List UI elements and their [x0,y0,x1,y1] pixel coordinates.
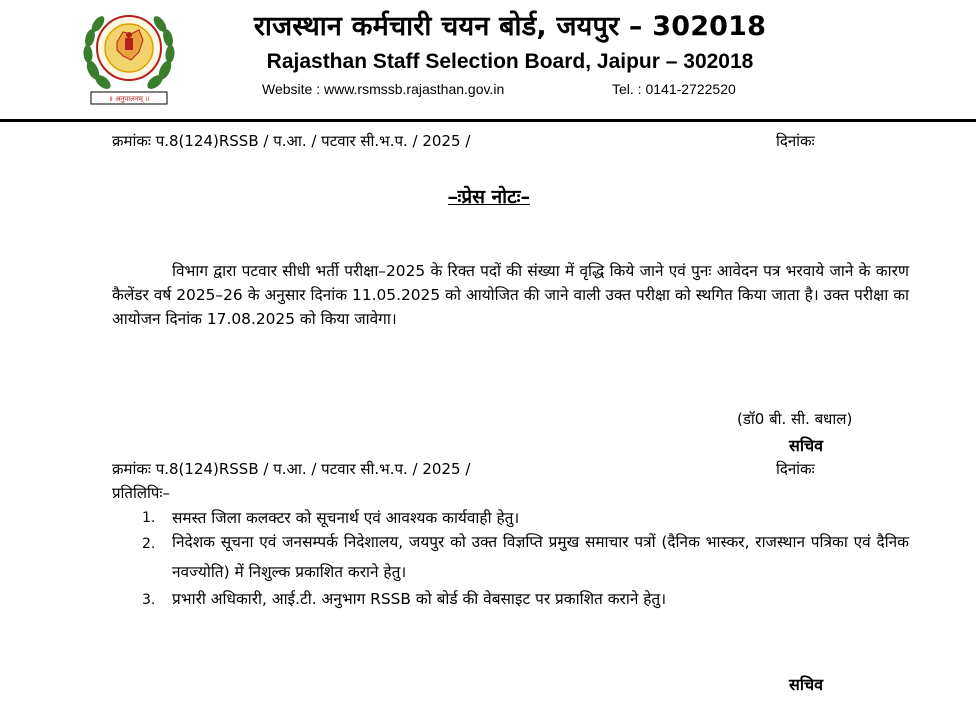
list-number: 3. [142,592,156,608]
reference-number: क्रमांकः प.8(124)RSSB / प.आ. / पटवार सी.भ.प. / 2025 / [112,132,471,150]
final-signatory-designation: सचिव [789,675,824,694]
list-text: प्रभारी अधिकारी, आई.टी. अनुभाग RSSB को बोर्ड की वेबसाइट पर प्रकाशित कराने हेतु। [172,590,667,608]
website-info: Website : www.rsmssb.rajasthan.gov.in [262,81,505,97]
board-title-english: Rajasthan Staff Selection Board, Jaipur – 302018 [266,50,754,73]
logo-motto: ॥ अनुपालनम् ॥ [108,95,150,103]
copy-to-label: प्रतिलिपिः– [112,484,170,502]
header-divider [0,119,976,122]
copy-date-label: दिनांकः [776,460,815,478]
list-number: 2. [142,536,156,552]
copy-reference-number: क्रमांकः प.8(124)RSSB / प.आ. / पटवार सी.भ.प. / 2025 / [112,460,471,478]
list-text: निदेशक सूचना एवं जनसम्पर्क निदेशालय, जयपुर को उक्त विज्ञप्ति प्रमुख समाचार पत्रों (दैनिक भास्कर, राजस्थान पत्रिका एवं दैनिक नवज्योति) में निशुल्क प्रकाशित कराने हेतु। [172,533,909,581]
list-text: समस्त जिला कलक्टर को सूचनार्थ एवं आवश्यक कार्यवाही हेतु। [172,509,520,527]
press-note-body: विभाग द्वारा पटवार सीधी भर्ती परीक्षा–2025 के रिक्त पदों की संख्या में वृद्धि किये जाने एवं पुनः आवेदन पत्र भरवाये जाने के कारण कैलेंडर वर्ष 2025–26 के अनुसार दिनांक 11.05.2025 को आयोजित की जाने वाली उक्त परीक्षा को स्थगित किया जाता है। उक्त परीक्षा का आयोजन दिनांक 17.08.2025 को किया जावेगा। [112,262,909,328]
rssb-logo [79,2,179,108]
telephone-info: Tel. : 0141-2722520 [612,81,736,97]
list-number: 1. [142,510,156,526]
rssb-emblem-icon [79,2,179,108]
signatory-designation: सचिव [789,436,824,455]
date-label: दिनांकः [776,132,815,150]
signatory-name: (डॉ0 बी. सी. बधाल) [737,410,853,428]
press-note-title: –ःप्रेस नोटः– [448,186,530,208]
board-title-hindi: राजस्थान कर्मचारी चयन बोर्ड, जयपुर – 302018 [253,11,767,42]
